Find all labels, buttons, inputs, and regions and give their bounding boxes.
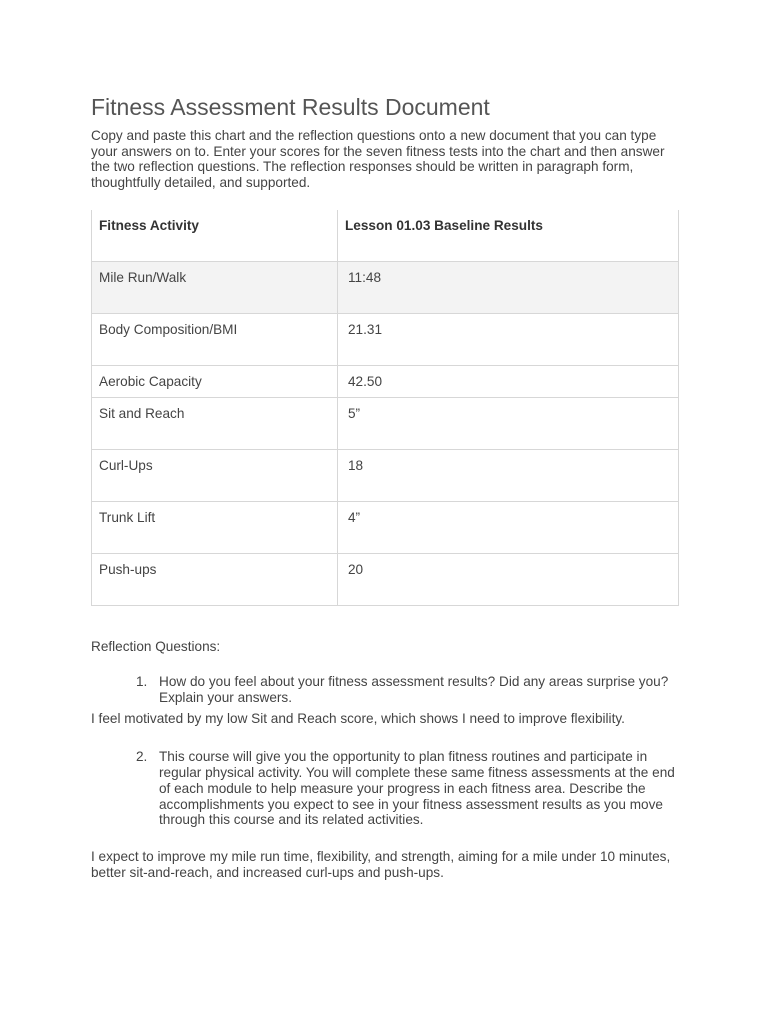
document-page <box>91 92 678 880</box>
activity-cell: Sit and Reach <box>92 398 338 450</box>
question-number: 1. <box>136 674 148 690</box>
activity-cell: Mile Run/Walk <box>92 262 338 314</box>
question-text: This course will give you the opportunity to plan fitness routines and participate in regular physical activity. You will complete these same fitness assessments at the end of each module to help measure your progress in each fitness area. Describe the accomplishments you expect to see in your fitness assessment results as you move through this course and its related activities. <box>159 749 675 828</box>
result-cell: 18 <box>338 450 679 502</box>
header-fitness-activity: Fitness Activity <box>92 210 338 262</box>
table-row <box>92 450 679 502</box>
activity-cell: Push-ups <box>92 554 338 606</box>
reflection-question-1 <box>136 674 678 706</box>
activity-cell: Curl-Ups <box>92 450 338 502</box>
table-row <box>92 502 679 554</box>
reflection-heading: Reflection Questions: <box>91 639 221 655</box>
answer-2: I expect to improve my mile run time, flexibility, and strength, aiming for a mile under 10 minutes, better sit-and-reach, and increased curl-ups and push-ups. <box>91 848 671 880</box>
header-baseline-results: Lesson 01.03 Baseline Results <box>338 210 679 262</box>
intro-paragraph: Copy and paste this chart and the reflection questions onto a new document that you can type your answers on to. Enter your scores for the seven fitness tests into the chart and then answer the two reflection questions. The reflection responses should be written in paragraph form, thoughtfully detailed, and supported. <box>91 128 665 191</box>
result-cell: 20 <box>338 554 679 606</box>
answer-1: I feel motivated by my low Sit and Reach score, which shows I need to improve flexibility. <box>91 710 625 726</box>
question-text: How do you feel about your fitness assessment results? Did any areas surprise you? Explain your answers. <box>159 674 669 706</box>
result-cell: 21.31 <box>338 314 679 366</box>
activity-cell: Trunk Lift <box>92 502 338 554</box>
table-row <box>92 554 679 606</box>
activity-cell: Aerobic Capacity <box>92 366 338 398</box>
result-cell: 4” <box>338 502 679 554</box>
reflection-question-2 <box>136 749 678 828</box>
activity-cell: Body Composition/BMI <box>92 314 338 366</box>
question-number: 2. <box>136 749 148 765</box>
result-cell: 42.50 <box>338 366 679 398</box>
table-row <box>92 262 679 314</box>
table-header-row <box>92 210 679 262</box>
results-table <box>91 210 679 607</box>
table-row <box>92 314 679 366</box>
table-row <box>92 366 679 398</box>
page-title: Fitness Assessment Results Document <box>91 94 490 120</box>
result-cell: 5” <box>338 398 679 450</box>
table-row <box>92 398 679 450</box>
result-cell: 11:48 <box>338 262 679 314</box>
